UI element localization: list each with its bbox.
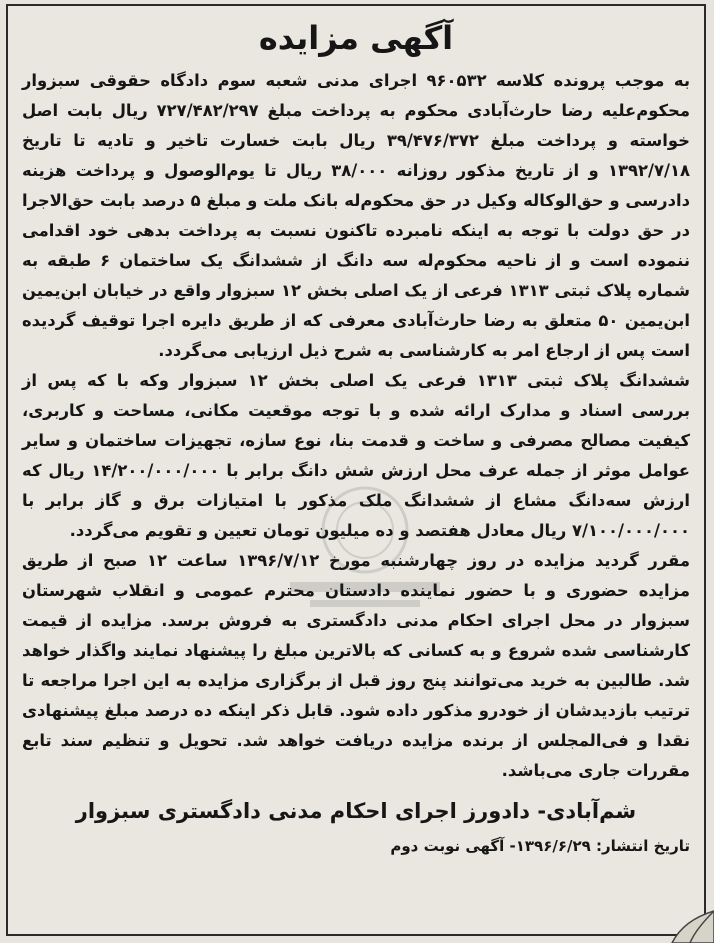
notice-paragraph-auction-terms: مقرر گردید مزایده در روز چهارشنبه مورخ ۱۳۹۶/۷/۱۲ ساعت ۱۲ صبح از طریق مزایده حضوری و با حضور نماینده دادستان محترم عمومی و انقلاب شهرستان سبزوار در محل اجرای احکام مدنی دادگستری به فروش برسد. مزایده از قیمت کارشناسی شده شروع و به کسانی که بالاترین مبلغ را پیشنهاد نمایند واگذار خواهد شد. طالبین به خرید می‌توانند پنج روز قبل از برگزاری مزایده به این اجرا مراجعه تا ترتیب بازدیدشان از خودرو مذکور داده شود. قابل ذکر اینکه ده درصد مبلغ پیشنهادی نقدا و فی‌المجلس از برنده مزایده دریافت خواهد شد. تحویل و تنظیم سند تابع مقررات جاری می‌باشد. xyxy=(22,551,691,780)
notice-paragraph-valuation: ششدانگ پلاک ثبتی ۱۳۱۳ فرعی یک اصلی بخش ۱۲ سبزوار وکه با که پس از بررسی اسناد و مدارک ارائه شده و با توجه موقعیت مکانی، مساحت و کاربری، کیفیت مصالح مصرفی و ساخت و قدمت بنا، نوع سازه، تجهیزات ساختمان و سایر عوامل موثر از جمله عرف محل ارزش شش دانگ برابر با ۱۴/۲۰۰/۰۰۰/۰۰۰ ریال که ارزش سه‌دانگ مشاع از ششدانگ ملک مذکور با امتیازات برق و گاز برابر با ۷/۱۰۰/۰۰۰/۰۰۰ ریال معادل هفتصد و ده میلیون تومان تعیین و تقویم می‌گردد. xyxy=(22,371,690,540)
notice-paragraph-case: به موجب پرونده کلاسه ۹۶۰۵۳۲ اجرای مدنی شعبه سوم دادگاه حقوقی سبزوار محکوم‌علیه رضا حارث‌آبادی محکوم به پرداخت مبلغ ۷۲۷/۴۸۲/۲۹۷ ریال بابت اصل خواسته و پرداخت مبلغ ۳۹/۴۷۶/۳۷۲ ریال بابت خسارت تاخیر و تادیه تا تاریخ ۱۳۹۲/۷/۱۸ و از تاریخ مذکور روزانه ۳۸/۰۰۰ ریال تا یوم‌الوصول و پرداخت هزینه دادرسی و حق‌الوکاله وکیل در حق محکوم‌له بانک ملت و مبلغ ۵ درصد بابت حق‌الاجرا در حق دولت با توجه به اینکه نامبرده تاکنون نسبت به پرداخت بدهی خود اقدامی ننموده است و از ناحیه محکوم‌له سه دانگ از ششدانگ یک ساختمان ۶ طبقه به شماره پلاک ثبتی ۱۳۱۳ فرعی از یک اصلی بخش ۱۲ سبزوار واقع در خیابان ابن‌یمین ابن‌یمین ۵۰ متعلق به رضا حارث‌آبادی معرفی که از طریق دایره اجرا توقیف گردیده است پس از ارجاع امر به کارشناسی به شرح ذیل ارزیابی می‌گردد. xyxy=(22,71,691,360)
publication-date: تاریخ انتشار: ۱۳۹۶/۶/۲۹- آگهی نوبت دوم xyxy=(390,837,690,855)
notice-title: آگهی مزایده xyxy=(258,19,454,57)
notice-frame xyxy=(6,4,706,936)
notice-signature: شم‌آبادی- دادورز اجرای احکام مدنی دادگستری سبزوار xyxy=(75,799,637,823)
auction-notice xyxy=(22,14,690,926)
